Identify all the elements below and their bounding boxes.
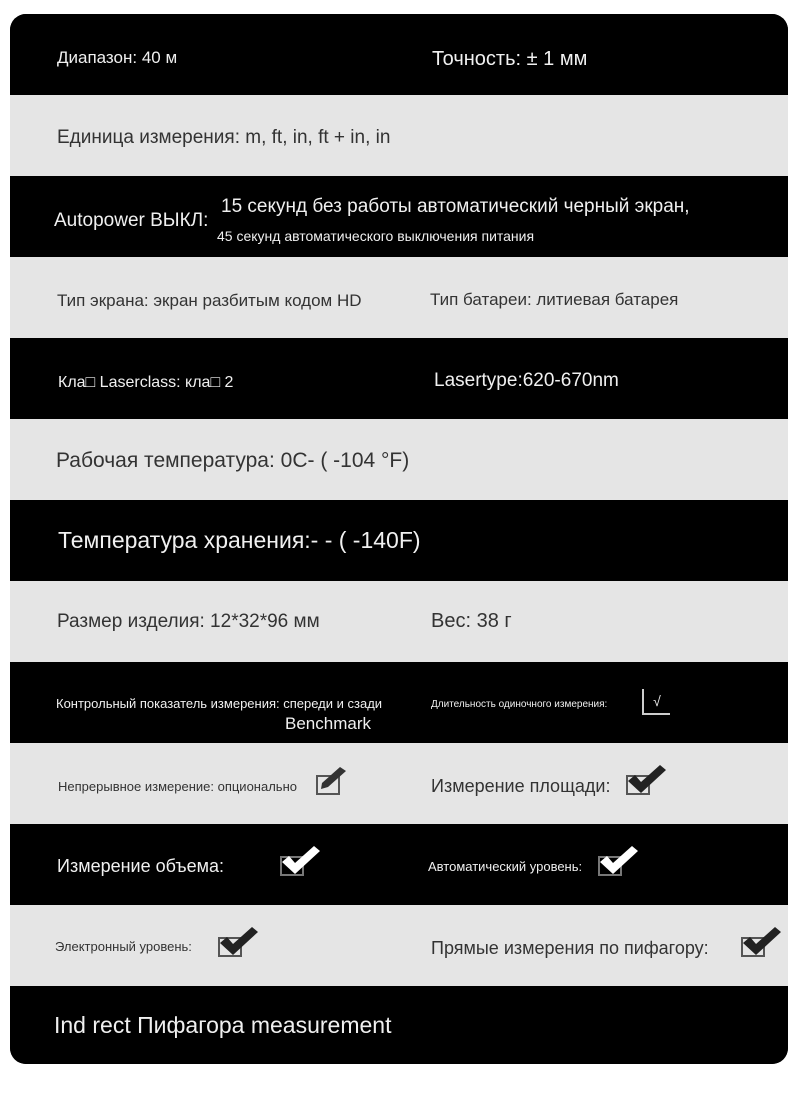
spec-row-indirect-pythagoras (10, 986, 788, 1064)
spec-row-laser (10, 338, 788, 419)
volume-measure-label: Измерение объема: (57, 856, 224, 876)
battery-type-label: Тип батареи: литиевая батарея (430, 290, 679, 309)
area-measure-label: Измерение площади: (431, 776, 611, 796)
pythagoras-direct-label: Прямые измерения по пифагору: (431, 938, 709, 958)
spec-row-autopower (10, 176, 788, 257)
single-measure-label: Длительность одиночного измерения: (431, 699, 608, 710)
single-measure-check-icon: √ (642, 689, 670, 715)
spec-row-size-weight (10, 581, 788, 662)
spec-row-operating-temp (10, 419, 788, 500)
spec-row-continuous-area (10, 743, 788, 824)
indirect-pythagoras-label: Ind rect Пифагора measurement (54, 1012, 392, 1038)
pencil-check-icon (316, 775, 340, 795)
spec-row-screen-battery (10, 257, 788, 338)
checkmark-icon (598, 856, 622, 876)
checkmark-icon (280, 856, 304, 876)
checkmark-icon (626, 775, 650, 795)
electronic-level-label: Электронный уровень: (55, 939, 192, 954)
screen-type-label: Тип экрана: экран разбитым кодом HD (57, 291, 362, 310)
benchmark-label-en: Benchmark (285, 714, 371, 733)
checkmark-icon (218, 937, 242, 957)
spec-row-benchmark (10, 662, 788, 743)
autopower-line2: 45 секунд автоматического выключения питания (217, 228, 535, 244)
auto-level-label: Автоматический уровень: (428, 859, 583, 874)
range-label: Диапазон: 40 м (57, 48, 178, 67)
size-label: Размер изделия: 12*32*96 мм (57, 611, 320, 632)
autopower-line1: 15 секунд без работы автоматический черный экран, (221, 196, 690, 217)
spec-row-range-accuracy (10, 14, 788, 95)
checkmark-icon (741, 937, 765, 957)
operating-temp-label: Рабочая температура: 0C- ( -104 °F) (56, 449, 410, 472)
spec-card (10, 14, 788, 1064)
accuracy-label: Точность: ± 1 мм (432, 48, 588, 70)
spec-row-units (10, 95, 788, 176)
laser-class-label: Кла□ Laserclass: кла□ 2 (58, 374, 234, 391)
spec-row-storage-temp (10, 500, 788, 581)
spec-row-electronic-pythagoras (10, 905, 788, 986)
units-label: Единица измерения: m, ft, in, ft + in, in (57, 127, 391, 148)
laser-type-label: Lasertype:620-670nm (434, 370, 619, 391)
storage-temp-label: Температура хранения:- - ( -140F) (58, 527, 421, 553)
spec-row-volume-autolevel (10, 824, 788, 905)
continuous-measure-label: Непрерывное измерение: опционально (58, 779, 297, 794)
benchmark-label: Контрольный показатель измерения: спереди и сзади (56, 696, 383, 711)
autopower-label: Autopower ВЫКЛ: (54, 210, 209, 231)
weight-label: Вес: 38 г (431, 610, 512, 632)
